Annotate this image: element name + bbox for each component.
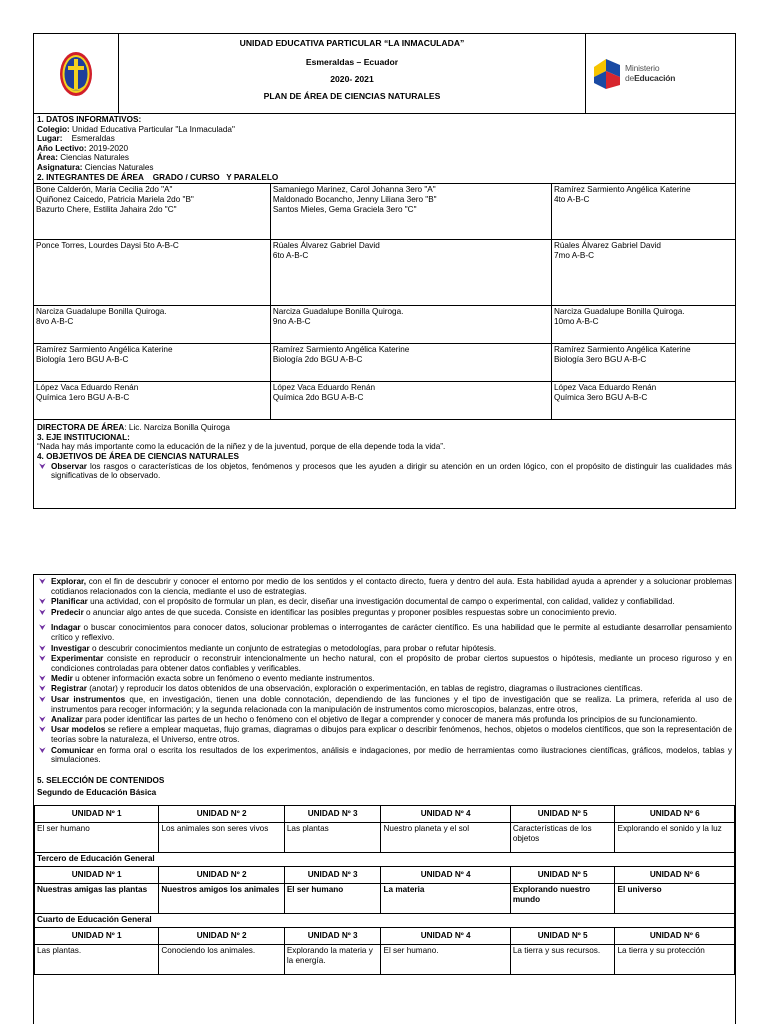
unit-header-cell: UNIDAD Nº 6 — [615, 805, 735, 822]
ministry-line-2: de — [625, 72, 635, 83]
unit-content-cell: Las plantas. — [35, 944, 159, 974]
unit-content-cell: El universo — [615, 883, 735, 913]
unit-header-cell: UNIDAD Nº 3 — [284, 805, 381, 822]
school-name: UNIDAD EDUCATIVA PARTICULAR “LA INMACULADA” — [239, 38, 465, 48]
integrantes-heading: 2. INTEGRANTES DE ÁREA GRADO / CURSO Y PARALELO — [37, 172, 279, 182]
bullet-arrow-icon: ⮟ — [39, 461, 46, 471]
objective-term: Experimentar — [51, 653, 104, 663]
objective-term: Observar — [51, 461, 87, 471]
unit-header-cell: UNIDAD Nº 4 — [381, 927, 510, 944]
unit-header-cell: UNIDAD Nº 3 — [284, 866, 381, 883]
members-row — [34, 382, 735, 420]
colegio-label: Colegio: — [37, 124, 70, 134]
bullet-arrow-icon: ⮟ — [39, 597, 46, 607]
unit-content-cell: Los animales son seres vivos — [159, 822, 284, 852]
objective-text: o buscar conocimientos para conocer datos, solucionar problemas o interrogantes de carácter científico. Es una habilidad que le permite al estudiante desarrollar pensamiento crítico y reflexivo. — [51, 623, 732, 643]
unit-content-cell: El ser humano. — [381, 944, 510, 974]
objective-item — [37, 644, 732, 654]
objective-term: Indagar — [51, 623, 81, 633]
document-header — [34, 34, 735, 114]
unit-header-cell: UNIDAD Nº 6 — [615, 866, 735, 883]
anio-label: Año Lectivo: — [37, 143, 87, 153]
objective-text: los rasgos o características de los objetos, fenómenos y procesos que les ayuden a dirigir su atención en un orden lógico, con el propósito de distinguir las cualidades más significativas de lo observado. — [51, 461, 732, 481]
ministry-logo — [585, 34, 735, 113]
objective-item — [37, 608, 732, 618]
objective-text: se refiere a emplear maquetas, flujo gramas, diagramas o dibujos para explicar o describir fenómenos, hechos, objetos o modelos científicos, que son la representación de teorías sobre la naturaleza, el Universo, entre otros. — [51, 725, 732, 745]
unit-content-cell: Nuestras amigas las plantas — [35, 883, 159, 913]
bullet-arrow-icon: ⮟ — [39, 694, 46, 704]
bullet-arrow-icon: ⮟ — [39, 745, 46, 755]
unit-header-cell: UNIDAD Nº 2 — [159, 927, 284, 944]
member-cell: Ramírez Sarmiento Angélica Katerine 4to A-B-C — [551, 184, 735, 240]
objective-term: Explorar, — [51, 577, 87, 586]
grade-section-heading: Tercero de Educación General — [35, 852, 735, 866]
bullet-arrow-icon: ⮟ — [39, 725, 46, 735]
area-label: Área: — [37, 153, 58, 163]
unit-header-cell: UNIDAD Nº 2 — [159, 805, 284, 822]
units-content-row — [35, 944, 735, 974]
document-page-2 — [33, 574, 736, 1024]
member-cell: López Vaca Eduardo Renán Química 1ero BGU A-B-C — [34, 382, 270, 420]
contenidos-heading: 5. SELECCIÓN DE CONTENIDOS — [37, 775, 165, 785]
member-cell: Bone Calderón, María Cecilia 2do "A" Quiñonez Caicedo, Patricia Mariela 2do "B" Bazurto Chere, Estilita Jahaira 2do "C" — [34, 184, 270, 240]
members-row — [34, 184, 735, 240]
bullet-arrow-icon: ⮟ — [39, 577, 46, 586]
plan-title: PLAN DE ÁREA DE CIENCIAS NATURALES — [263, 91, 441, 101]
objective-term: Analizar — [51, 714, 83, 724]
objective-term: Planificar — [51, 597, 88, 607]
colegio-value: Unidad Educativa Particular "La Inmaculada" — [69, 124, 235, 134]
eje-quote: “Nada hay más importante como la educación de la niñez y de la juventud, porque de ella depende toda la vida”. — [37, 442, 446, 452]
bullet-arrow-icon: ⮟ — [39, 643, 46, 653]
objective-text: con el fin de descubrir y conocer el entorno por medio de los sentidos y el contacto directo, fuera y dentro del aula. Esta habilidad ayuda a aprender y a solucionar problemas cotidianos relacionados con la ciencia, mediante el uso de estrategias. — [51, 577, 732, 596]
unit-content-cell: La tierra y sus recursos. — [510, 944, 615, 974]
ministry-flag-icon — [592, 57, 622, 91]
objective-term: Usar instrumentos — [51, 694, 126, 704]
unit-header-cell: UNIDAD Nº 4 — [381, 866, 510, 883]
grade-section-row — [35, 852, 735, 866]
ministry-line-1: Ministerio — [625, 62, 660, 73]
objective-item — [37, 715, 732, 725]
member-cell: Rúales Álvarez Gabriel David 7mo A-B-C — [551, 240, 735, 306]
unit-content-cell: Explorando el sonido y la luz — [615, 822, 735, 852]
directora-label: DIRECTORA DE ÁREA — [37, 423, 125, 433]
unit-header-cell: UNIDAD Nº 4 — [381, 805, 510, 822]
unit-header-cell: UNIDAD Nº 1 — [35, 927, 159, 944]
objective-item — [37, 725, 732, 745]
objectives-list — [34, 575, 735, 765]
objective-term: Usar modelos — [51, 725, 106, 735]
unit-header-cell: UNIDAD Nº 6 — [615, 927, 735, 944]
units-content-row — [35, 883, 735, 913]
objective-item — [37, 597, 732, 607]
grade-2-heading: Segundo de Educación Básica — [37, 788, 157, 798]
units-header-row — [35, 805, 735, 822]
member-cell: Rúales Álvarez Gabriel David 6to A-B-C — [270, 240, 551, 306]
objective-item — [37, 695, 732, 715]
school-location: Esmeraldas – Ecuador — [305, 57, 399, 67]
member-cell: Ramírez Sarmiento Angélica Katerine Biología 3ero BGU A-B-C — [551, 344, 735, 382]
unit-content-cell: Nuestros amigos los animales — [159, 883, 284, 913]
ministry-line-3: Educación — [634, 72, 676, 83]
objective-text: consiste en reproducir o reconstruir intencionalmente un hecho natural, con el propósito de probar ciertos supuestos o hipótesis, mediante un proceso riguroso y en condiciones controladas para obtener datos confiables y verificables. — [51, 653, 732, 673]
unit-content-cell: El ser humano — [284, 883, 381, 913]
objective-text: que, en investigación, tienen una doble connotación, dependiendo de las funciones y el tipo de investigación que se realiza. La primera, referida al uso de instrumentos para recoger información; y la segunda relacionada con la manipulación de instrumentos como microscopios, balanzas, entre otros, — [51, 694, 732, 714]
member-cell: Narciza Guadalupe Bonilla Quiroga. 10mo A-B-C — [551, 306, 735, 344]
directora-value: : Lic. Narciza Bonilla Quiroga — [124, 423, 230, 433]
objective-text: una actividad, con el propósito de formular un plan, es decir, diseñar una investigación documental de campo o experimental, con calidad, validez y confiabilidad. — [87, 597, 675, 607]
unit-content-cell: Las plantas — [284, 822, 381, 852]
objective-item — [37, 674, 732, 684]
unit-content-cell: La materia — [381, 883, 510, 913]
unit-content-cell: La tierra y su protección — [615, 944, 735, 974]
objective-term: Comunicar — [51, 745, 94, 755]
units-header-row — [35, 927, 735, 944]
grade-section-row — [35, 913, 735, 927]
unit-content-cell: Características de los objetos — [510, 822, 615, 852]
member-cell: Narciza Guadalupe Bonilla Quiroga. 8vo A-B-C — [34, 306, 270, 344]
objective-item — [37, 623, 732, 643]
objective-text: para poder identificar las partes de un hecho o fenómeno con el objetivo de llegar a comprender y conocer de manera más profunda los principios de su funcionamiento. — [82, 714, 698, 724]
unit-content-cell: El ser humano — [35, 822, 159, 852]
objective-term: Investigar — [51, 643, 90, 653]
unit-header-cell: UNIDAD Nº 5 — [510, 927, 615, 944]
objetivos-heading: 4. OBJETIVOS DE ÁREA DE CIENCIAS NATURALES — [37, 451, 239, 461]
objective-item — [37, 654, 732, 674]
bullet-arrow-icon: ⮟ — [39, 653, 46, 663]
bullet-arrow-icon: ⮟ — [39, 623, 46, 633]
contenidos-section — [34, 766, 735, 799]
units-header-row — [35, 866, 735, 883]
bullet-arrow-icon: ⮟ — [39, 674, 46, 684]
objective-observar — [37, 462, 732, 482]
member-cell: López Vaca Eduardo Renán Química 2do BGU A-B-C — [270, 382, 551, 420]
objective-term: Registrar — [51, 684, 87, 694]
datos-informativos — [34, 114, 735, 183]
unit-header-cell: UNIDAD Nº 5 — [510, 805, 615, 822]
objective-term: Medir — [51, 674, 73, 684]
page1-footer — [34, 420, 735, 482]
document-page-1 — [33, 33, 736, 509]
page-gap — [0, 510, 768, 573]
objective-item — [37, 684, 732, 694]
anio-value: 2019-2020 — [86, 143, 129, 153]
members-row — [34, 344, 735, 382]
units-content-row — [35, 822, 735, 852]
unit-header-cell: UNIDAD Nº 5 — [510, 866, 615, 883]
school-crest-icon — [59, 50, 93, 98]
lugar-label: Lugar: — [37, 134, 63, 144]
member-cell: Ramírez Sarmiento Angélica Katerine Biología 1ero BGU A-B-C — [34, 344, 270, 382]
members-row — [34, 306, 735, 344]
member-cell: Ramírez Sarmiento Angélica Katerine Biología 2do BGU A-B-C — [270, 344, 551, 382]
unit-content-cell: Conociendo los animales. — [159, 944, 284, 974]
grade-section-heading: Cuarto de Educación General — [35, 913, 735, 927]
eje-heading: 3. EJE INSTITUCIONAL: — [37, 432, 130, 442]
member-cell: López Vaca Eduardo Renán Química 3ero BGU A-B-C — [551, 382, 735, 420]
asignatura-value: Ciencias Naturales — [82, 162, 154, 172]
bullet-arrow-icon: ⮟ — [39, 714, 46, 724]
member-cell: Ponce Torres, Lourdes Daysi 5to A-B-C — [34, 240, 270, 306]
unit-header-cell: UNIDAD Nº 1 — [35, 805, 159, 822]
objective-item — [37, 746, 732, 766]
objective-term: Predecir — [51, 607, 84, 617]
unit-content-cell: Explorando nuestro mundo — [510, 883, 615, 913]
objective-text: (anotar) y reproducir los datos obtenidos de una observación, exploración o experimentación, en tablas de registro, diagramas o ilustraciones científicas. — [86, 684, 643, 694]
unit-header-cell: UNIDAD Nº 2 — [159, 866, 284, 883]
unit-content-cell: Nuestro planeta y el sol — [381, 822, 510, 852]
objective-text: o anunciar algo antes de que suceda. Consiste en identificar las posibles preguntas y proponer posibles respuestas sobre un conocimiento previo. — [83, 607, 617, 617]
member-cell: Narciza Guadalupe Bonilla Quiroga. 9no A-B-C — [270, 306, 551, 344]
datos-heading: 1. DATOS INFORMATIVOS: — [37, 115, 142, 124]
unit-header-cell: UNIDAD Nº 3 — [284, 927, 381, 944]
members-row — [34, 240, 735, 306]
members-table — [34, 183, 735, 420]
objective-text: en forma oral o escrita los resultados de los experimentos, análisis e indagaciones, por medio de herramientas como ilustraciones científicas, gráficos, modelos, tablas y simulaciones. — [51, 745, 732, 765]
school-crest-logo — [34, 34, 119, 113]
ministry-name — [625, 64, 675, 84]
bullet-arrow-icon: ⮟ — [39, 684, 46, 694]
lugar-value: Esmeraldas — [62, 134, 115, 144]
asignatura-label: Asignatura: — [37, 162, 83, 172]
units-table — [34, 805, 735, 975]
member-cell: Samaniego Marinez, Carol Johanna 3ero "A" Maldonado Bocancho, Jenny Liliana 3ero "B" Santos Mieles, Gema Graciela 3ero "C" — [270, 184, 551, 240]
bullet-arrow-icon: ⮟ — [39, 607, 46, 617]
unit-header-cell: UNIDAD Nº 1 — [35, 866, 159, 883]
school-period: 2020- 2021 — [330, 74, 374, 84]
objective-text: o descubrir conocimientos mediante un conjunto de estrategias o metodologías, para probar o refutar hipótesis. — [89, 643, 497, 653]
objective-item — [37, 577, 732, 597]
objective-text: u obtener información exacta sobre un fenómeno o evento mediante instrumentos. — [72, 674, 375, 684]
area-value: Ciencias Naturales — [57, 153, 129, 163]
unit-content-cell: Explorando la materia y la energía. — [284, 944, 381, 974]
